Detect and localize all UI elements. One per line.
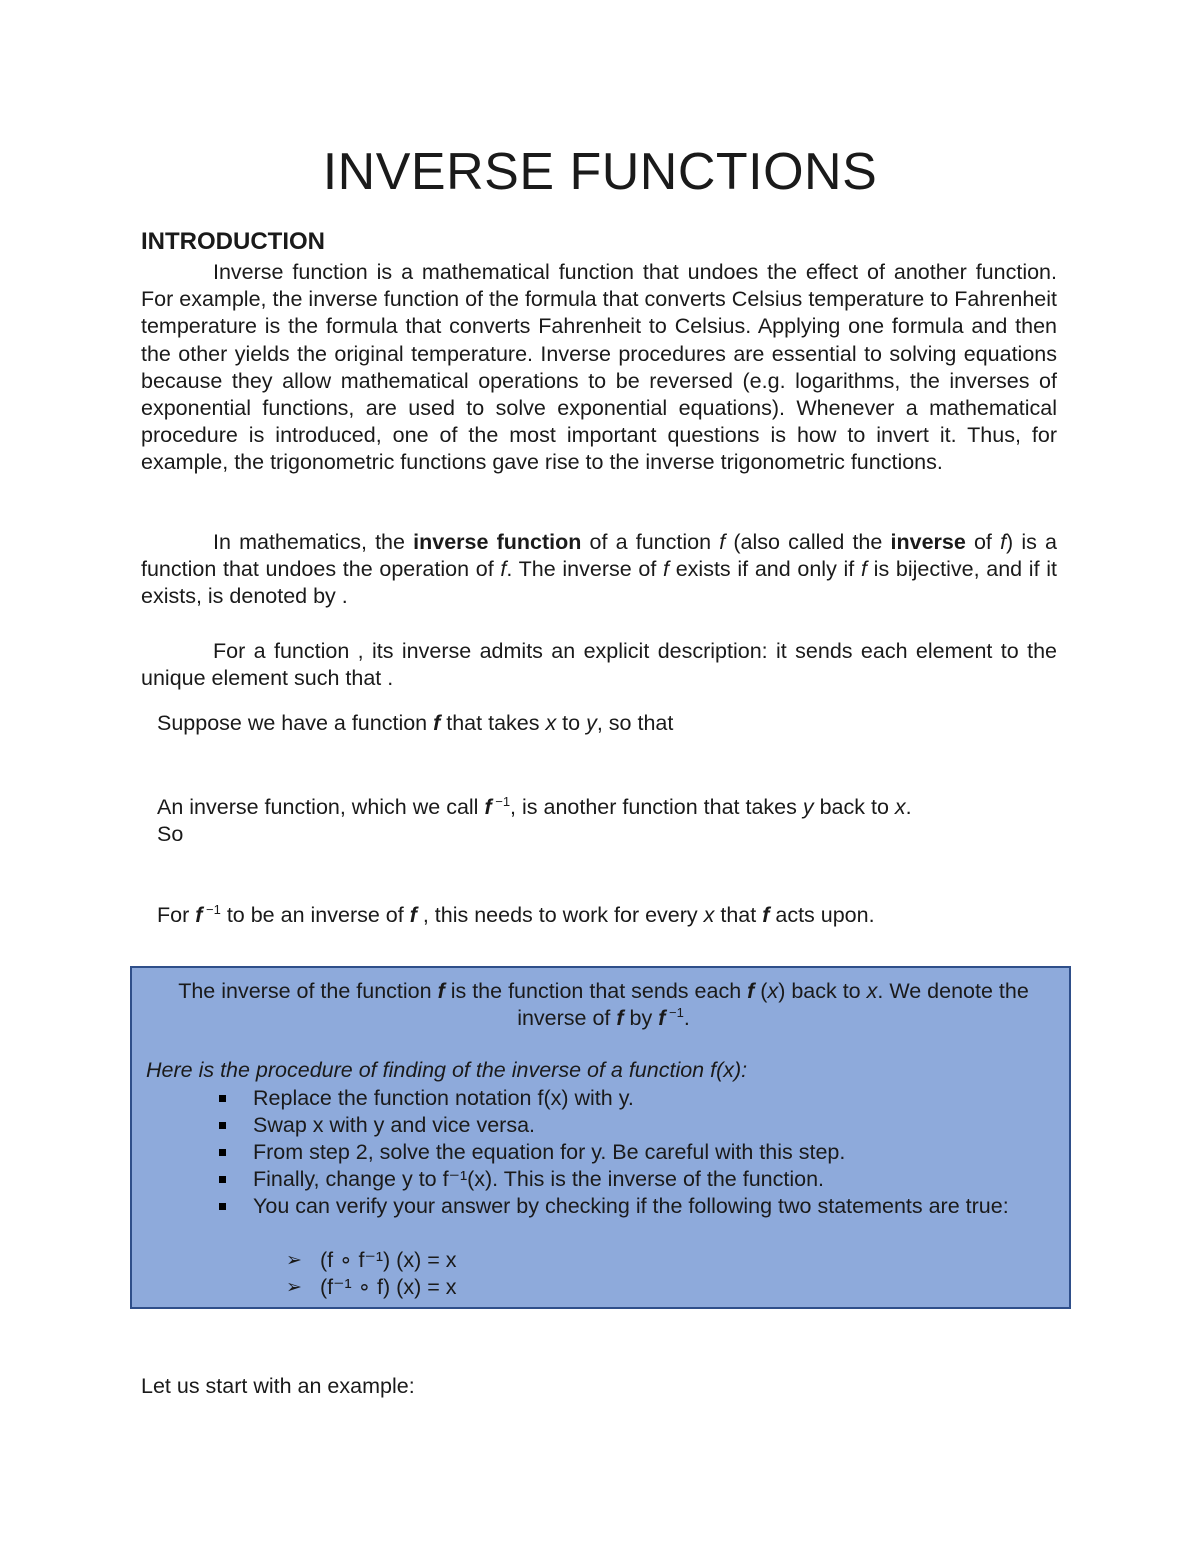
step-text: From step 2, solve the equation for y. Be careful with this step. <box>253 1140 846 1164</box>
verification-checks <box>132 1247 456 1301</box>
intro-paragraph <box>141 259 1057 477</box>
text-run: to <box>556 711 587 735</box>
text-run: . <box>905 795 912 819</box>
inverse-definition <box>150 978 1057 1032</box>
math-symbol: y <box>802 795 814 819</box>
text-run: In mathematics, the <box>213 530 414 554</box>
math-symbol: x <box>545 711 557 735</box>
inverse-function-line <box>157 794 912 821</box>
suppose-line <box>157 710 673 737</box>
math-symbol: f <box>616 1006 624 1030</box>
math-symbol: f <box>1000 530 1007 554</box>
check-text: (f⁻¹ ∘ f) (x) = x <box>320 1275 457 1299</box>
definition-paragraph <box>141 529 1057 611</box>
text-run: The inverse of the function <box>178 979 438 1003</box>
math-symbol: x <box>866 979 878 1003</box>
list-item <box>132 1274 456 1301</box>
text-run: ) is a function that undoes the operation of <box>141 530 1058 582</box>
text-run: (also called the <box>725 530 891 554</box>
text-run: of <box>965 530 1001 554</box>
math-symbol: f <box>719 530 726 554</box>
square-bullet-icon <box>219 1203 226 1210</box>
example-intro: Let us start with an example: <box>141 1374 415 1398</box>
bold-term: inverse function <box>413 530 582 554</box>
text-run: of a function <box>581 530 720 554</box>
step-text: Replace the function notation f(x) with y. <box>253 1086 634 1110</box>
list-item <box>132 1085 1043 1112</box>
math-symbol: f <box>860 557 867 582</box>
math-symbol: f <box>747 979 755 1003</box>
bold-term: inverse <box>890 530 966 554</box>
list-item <box>132 1139 1043 1166</box>
text-run: acts upon. <box>769 903 875 927</box>
text-run: . The inverse of <box>506 557 664 582</box>
square-bullet-icon <box>219 1149 226 1156</box>
intro-text: Inverse function is a mathematical function that undoes the effect of another function. For example, the inverse function of the formula that converts Celsius temperature to Fahrenheit temperature is the formula that converts Fahrenheit to Celsius. Applying one formula and then the other yields the original temperature. Inverse procedures are essential to solving equations because they allow mathematical operations to be reversed (e.g. logarithms, the inverses of exponential functions, are used to solve exponential equations). Whenever a mathematical procedure is introduced, one of the most important questions is how to invert it. Thus, for example, the trigonometric functions gave rise to the inverse trigonometric functions. <box>141 260 1057 475</box>
math-symbol: f <box>409 903 417 927</box>
text-run: that takes <box>440 711 546 735</box>
math-symbol: f <box>433 711 441 735</box>
math-symbol: y <box>586 711 597 735</box>
explicit-description-paragraph <box>141 638 1057 692</box>
text-run: to be an inverse of <box>220 903 410 927</box>
text-run: by <box>623 1006 659 1030</box>
step-text: You can verify your answer by checking if the following two statements are true: <box>253 1194 1009 1218</box>
text-run: Suppose we have a function <box>157 711 434 735</box>
text-run: . We denote the inverse of <box>517 979 1029 1030</box>
math-symbol: f <box>658 1006 666 1030</box>
arrow-bullet-icon: ➢ <box>286 1250 302 1271</box>
list-item <box>132 1112 1043 1139</box>
list-item <box>132 1166 1043 1193</box>
step-text: Finally, change y to f⁻¹(x). This is the inverse of the function. <box>253 1167 824 1191</box>
square-bullet-icon <box>219 1122 226 1129</box>
math-symbol: f <box>195 903 203 927</box>
for-every-line <box>157 902 875 929</box>
text-run: that <box>714 903 763 927</box>
math-symbol: x <box>894 795 906 819</box>
text-run: , this needs to work for every <box>416 903 704 927</box>
arrow-bullet-icon: ➢ <box>286 1277 302 1298</box>
text-run: , so that <box>596 711 674 735</box>
list-item <box>132 1193 1043 1220</box>
text-run: . <box>683 1006 690 1030</box>
text-run: For <box>157 903 196 927</box>
math-symbol: f <box>484 795 492 819</box>
math-symbol: x <box>767 979 779 1003</box>
text-run: For a function , its inverse admits an explicit description: it sends each element to the unique element such that . <box>141 639 1057 691</box>
procedure-box <box>130 966 1071 1309</box>
superscript: −1 <box>202 901 221 917</box>
math-symbol: f <box>437 979 445 1003</box>
math-symbol: f <box>663 557 670 582</box>
text-run: is bijective, and if it exists, is denoted by . <box>141 557 1058 609</box>
math-symbol: f <box>762 903 770 927</box>
text-run: ( <box>754 979 768 1003</box>
step-text: Swap x with y and vice versa. <box>253 1113 536 1137</box>
text-run: An inverse function, which we call <box>157 795 485 819</box>
superscript: −1 <box>665 1004 684 1020</box>
text-run: is the function that sends each <box>444 979 748 1003</box>
square-bullet-icon <box>219 1095 226 1102</box>
square-bullet-icon <box>219 1176 226 1183</box>
check-text: (f ∘ f⁻¹) (x) = x <box>320 1248 457 1272</box>
procedure-heading: Here is the procedure of finding of the inverse of a function f(x): <box>146 1058 748 1082</box>
section-heading: INTRODUCTION <box>141 228 325 255</box>
page-title: INVERSE FUNCTIONS <box>322 143 878 201</box>
text-run: back to <box>813 795 895 819</box>
math-symbol: f <box>500 557 507 582</box>
text-run: ) back to <box>778 979 867 1003</box>
text-run: , is another function that takes <box>510 795 803 819</box>
so-line: So <box>157 822 184 846</box>
list-item <box>132 1247 456 1274</box>
procedure-steps <box>132 1085 1069 1220</box>
math-symbol: x <box>703 903 715 927</box>
text-run: exists if and only if <box>669 557 861 582</box>
superscript: −1 <box>491 793 511 809</box>
